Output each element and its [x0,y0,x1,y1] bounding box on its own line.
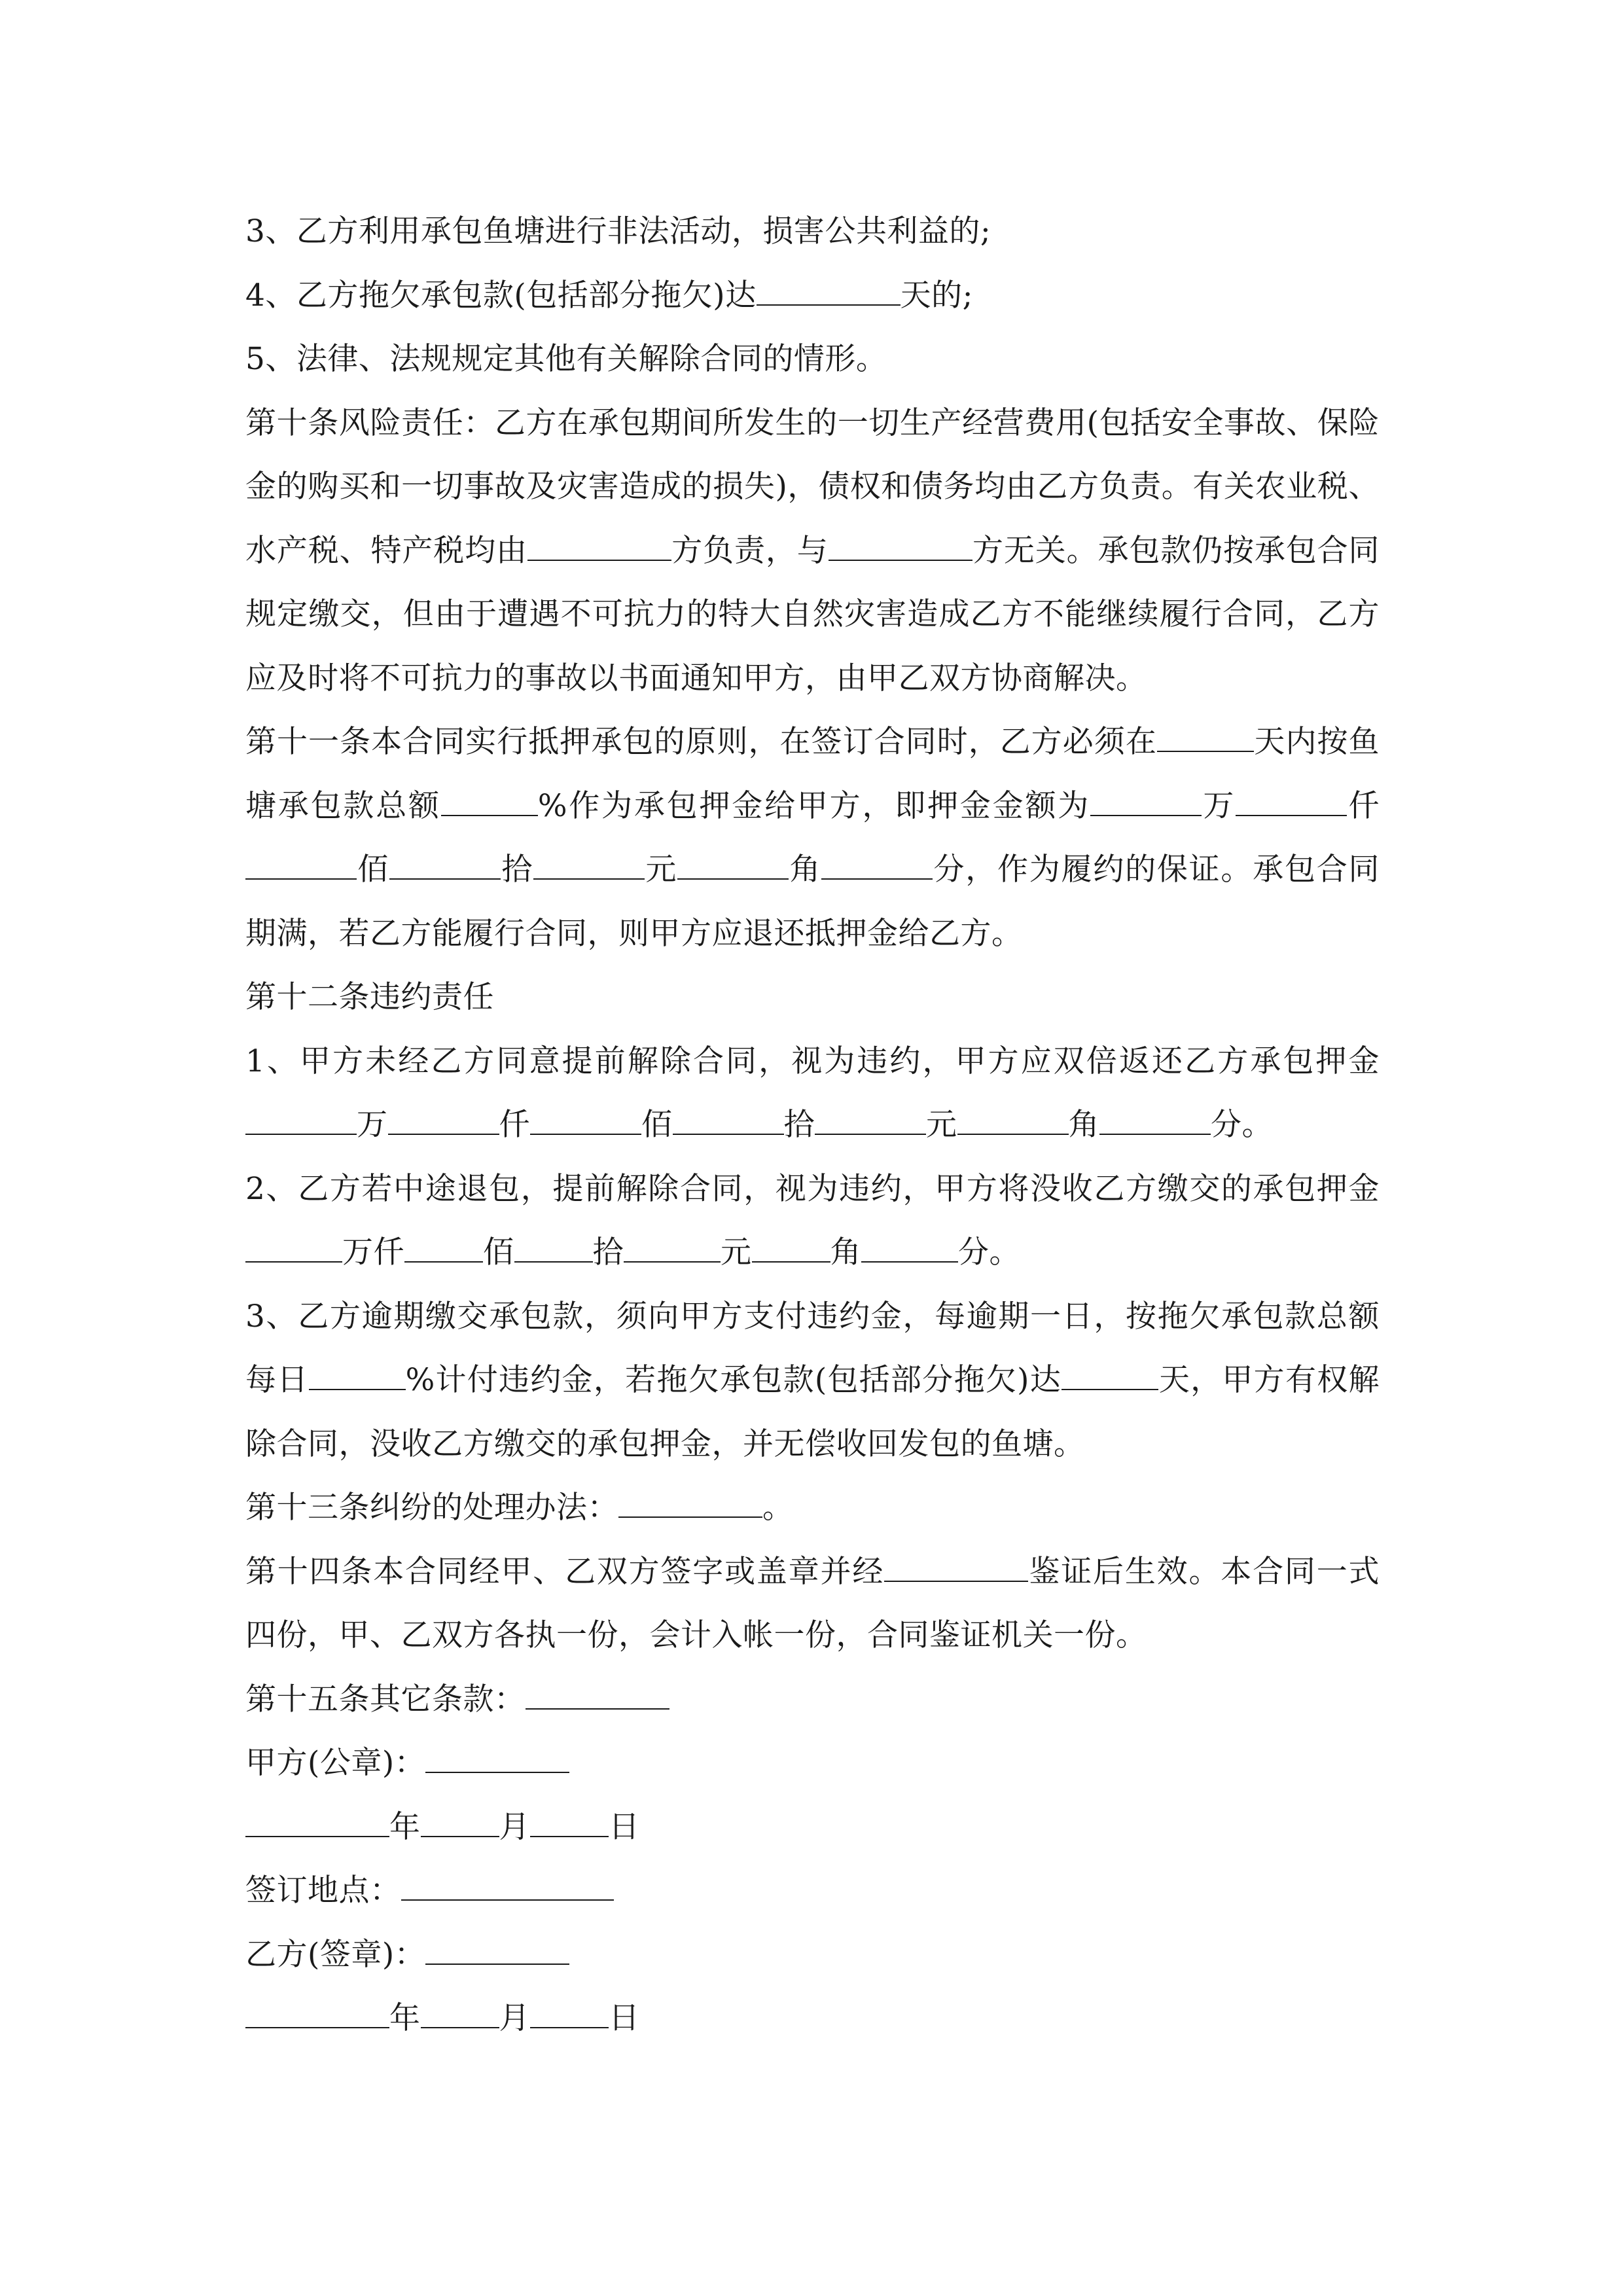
blank-forfeit-yuan[interactable] [752,1232,830,1263]
blank-deposit-fen[interactable] [821,849,933,880]
unit-shi: 拾 [592,1234,624,1270]
article-11-text-c: %作为承包押金给甲方，即押金金额为 [537,787,1091,824]
unit-wan-qian: 万仟 [342,1234,404,1270]
blank-party-b-day[interactable] [530,1998,609,2028]
article-12-item-2 [245,1157,1380,1285]
unit-wan: 万 [357,1107,388,1143]
article-11-text-b: 天内按鱼塘承包款总额 [245,724,1380,824]
blank-party-a-day[interactable] [530,1806,609,1837]
blank-unrelated-party[interactable] [829,530,972,561]
blank-penalty-percent[interactable] [309,1359,406,1390]
blank-forfeit-bai[interactable] [514,1232,593,1263]
blank-party-a-month[interactable] [421,1806,499,1837]
unit-jiao: 角 [1068,1107,1099,1143]
blank-forfeit-qian[interactable] [404,1232,483,1263]
party-a-line [245,1731,1380,1795]
unit-bai: 佰 [641,1107,673,1143]
article-10-text-c: 方无关。承包款仍按承包合同规定缴交，但由于遭遇不可抗力的特大自然灾害造成乙方不能继续履行合同，乙方应及时将不可抗力的事故以书面通知甲方，由甲乙双方协商解决。 [245,532,1380,696]
article-11 [245,710,1380,965]
blank-deposit-days[interactable] [1157,721,1254,752]
month-label: 月 [499,1808,530,1845]
blank-refund-qian[interactable] [388,1104,499,1135]
blank-deposit-qian[interactable] [1236,785,1347,816]
article-10 [245,391,1380,711]
blank-refund-shi[interactable] [673,1104,784,1135]
day-label: 日 [609,2000,640,2036]
unit-fen: 分。 [958,1234,1020,1270]
blank-other-terms[interactable] [526,1679,669,1710]
blank-forfeit-wan[interactable] [245,1232,342,1263]
article-13-text: 第十三条纠纷的处理办法： [245,1490,618,1526]
party-b-date [245,1986,1380,2051]
blank-refund-fen[interactable] [1099,1104,1211,1135]
article-12-item-3-text-c: 天，甲方有权解除合同，没收乙方缴交的承包押金，并无偿收回发包的鱼塘。 [245,1362,1380,1462]
blank-verifier[interactable] [884,1551,1028,1582]
item-4 [245,264,1380,328]
blank-deposit-bai[interactable] [245,849,357,880]
article-12-item-2-text: 2、乙方若中途退包，提前解除合同，视为违约，甲方将没收乙方缴交的承包押金 [245,1170,1380,1207]
article-14 [245,1540,1380,1668]
article-11-text-a: 第十一条本合同实行抵押承包的原则，在签订合同时，乙方必须在 [245,724,1157,760]
blank-refund-jiao[interactable] [957,1104,1069,1135]
article-10-text-a: 第十条风险责任：乙方在承包期间所发生的一切生产经营费用(包括安全事故、保险金的购买和一切事故及灾害造成的损失)，债权和债务均由乙方负责。有关农业税、水产税、特产税均由 [245,404,1380,569]
party-a-date [245,1795,1380,1859]
article-10-text-b: 方负责，与 [671,532,829,569]
unit-bai: 佰 [357,852,390,888]
blank-refund-wan[interactable] [245,1104,357,1135]
blank-party-b-year[interactable] [245,1998,389,2028]
unit-wan: 万 [1202,787,1236,824]
blank-penalty-days[interactable] [1061,1359,1158,1390]
unit-qian: 仟 [1347,787,1380,824]
blank-deposit-yuan[interactable] [533,849,645,880]
unit-jiao: 角 [830,1234,861,1270]
article-12-item-3-text-b: %计付违约金，若拖欠承包款(包括部分拖欠)达 [405,1362,1062,1398]
article-14-text-a: 第十四条本合同经甲、乙双方签字或盖章并经 [245,1553,885,1590]
party-b-line [245,1923,1380,1987]
article-15 [245,1668,1380,1732]
article-12-item-1 [245,1030,1380,1157]
blank-refund-bai[interactable] [530,1104,641,1135]
item-3-text: 3、乙方利用承包鱼塘进行非法活动，损害公共利益的; [245,213,991,249]
day-label: 日 [609,1808,640,1845]
blank-party-a-seal[interactable] [425,1742,569,1773]
blank-deposit-percent[interactable] [441,785,538,816]
article-12-title [245,965,1380,1030]
blank-forfeit-jiao[interactable] [861,1232,958,1263]
unit-fen: 分。 [1211,1107,1273,1143]
item-5-text: 5、法律、法规规定其他有关解除合同的情形。 [245,341,887,377]
article-12-item-3 [245,1285,1380,1477]
article-13 [245,1476,1380,1540]
year-label: 年 [389,1808,421,1845]
party-a-label: 甲方(公章)： [245,1745,426,1781]
article-11-text-end: 分，作为履约的保证。承包合同期满，若乙方能履行合同，则甲方应退还抵押金给乙方。 [245,852,1380,952]
blank-deposit-jiao[interactable] [677,849,789,880]
unit-bai: 佰 [483,1234,514,1270]
year-label: 年 [389,2000,421,2036]
month-label: 月 [499,2000,530,2036]
unit-yuan: 元 [721,1234,752,1270]
blank-dispute-method[interactable] [618,1487,762,1518]
article-12-item-3-text-a: 3、乙方逾期缴交承包款，须向甲方支付违约金，每逾期一日，按拖欠承包款总额每日 [245,1298,1380,1398]
signing-place-label: 签订地点： [245,1873,401,1909]
article-13-end: 。 [762,1490,794,1526]
blank-party-b-month[interactable] [421,1998,499,2028]
signing-place-line [245,1859,1380,1923]
item-5 [245,327,1380,391]
article-14-text-b: 鉴证后生效。本合同一式四份，甲、乙双方各执一份，会计入帐一份，合同鉴证机关一份。 [245,1553,1380,1653]
article-12-item-1-text: 1、甲方未经乙方同意提前解除合同，视为违约，甲方应双倍返还乙方承包押金 [245,1043,1380,1079]
blank-party-a-year[interactable] [245,1806,389,1837]
unit-yuan: 元 [645,852,678,888]
blank-days-arrears[interactable] [757,275,901,306]
blank-deposit-shi[interactable] [389,849,501,880]
unit-qian: 仟 [499,1107,530,1143]
article-15-text: 第十五条其它条款： [245,1681,526,1717]
item-4-suffix: 天的; [900,277,973,314]
article-12-title-text: 第十二条违约责任 [245,979,494,1015]
blank-party-b-signature[interactable] [425,1934,569,1965]
blank-signing-place[interactable] [401,1870,614,1901]
blank-forfeit-shi[interactable] [624,1232,721,1263]
unit-jiao: 角 [789,852,822,888]
party-b-label: 乙方(签章)： [245,1936,426,1973]
unit-shi: 拾 [501,852,534,888]
item-3 [245,200,1380,264]
unit-yuan: 元 [926,1107,957,1143]
blank-tax-party[interactable] [527,530,671,561]
blank-refund-yuan[interactable] [815,1104,926,1135]
item-4-text: 4、乙方拖欠承包款(包括部分拖欠)达 [245,277,757,314]
blank-deposit-wan[interactable] [1090,785,1202,816]
unit-shi: 拾 [783,1107,815,1143]
